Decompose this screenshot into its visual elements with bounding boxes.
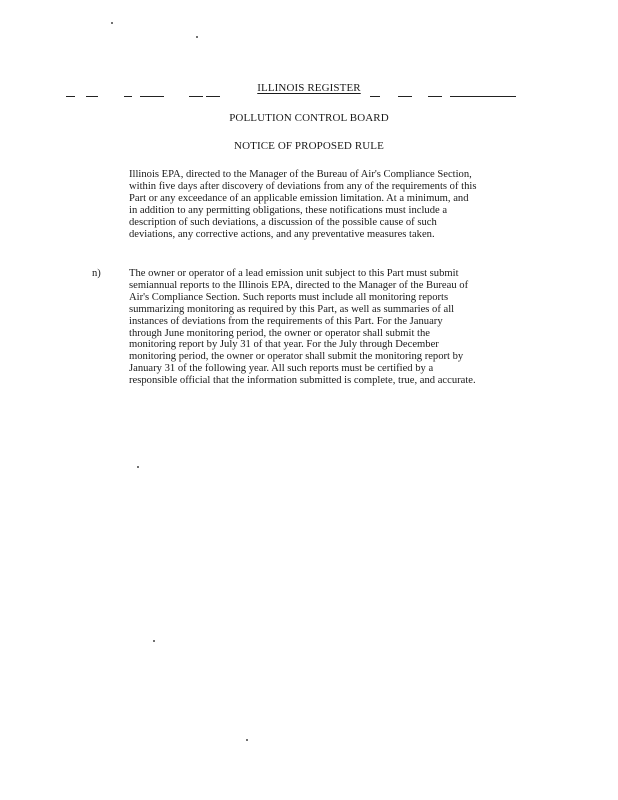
- text-line: description of such deviations, a discussion of the possible cause of such: [129, 216, 437, 228]
- register-title-text: ILLINOIS REGISTER: [257, 82, 361, 94]
- header-rule-fragment: [206, 96, 220, 97]
- text-line: The owner or operator of a lead emission unit subject to this Part must submit: [129, 268, 459, 279]
- text-line: within five days after discovery of deviations from any of the requirements of this: [129, 180, 477, 192]
- scan-speck: [196, 36, 198, 38]
- text-line: monitoring period, the owner or operator shall submit the monitoring report by: [129, 351, 464, 363]
- text-line: responsible official that the information submitted is complete, true, and accurate.: [129, 375, 476, 387]
- header-rule-fragment: [86, 96, 98, 97]
- text-line: Part or any exceedance of an applicable emission limitation. At a minimum, and: [129, 192, 469, 204]
- header-rule-fragment: [428, 96, 442, 97]
- scan-speck: [137, 466, 139, 468]
- text-line: through June monitoring period, the owner or operator shall submit the: [129, 327, 430, 339]
- text-line: instances of deviations from the requirements of this Part. For the January: [129, 315, 443, 327]
- agency-heading-text: POLLUTION CONTROL BOARD: [229, 112, 389, 124]
- text-line: Air's Compliance Section. Such reports must include all monitoring reports: [129, 291, 449, 303]
- header-rule-fragment: [398, 96, 412, 97]
- register-title: [0, 82, 618, 94]
- text-line: deviations, any corrective actions, and any preventative measures taken.: [129, 228, 435, 240]
- text-line: summarizing monitoring as required by this Part, as well as summaries of all: [129, 303, 455, 315]
- header-rule-fragment: [66, 96, 75, 97]
- scan-speck: [153, 640, 155, 642]
- scan-speck: [111, 22, 113, 24]
- paragraph-continuation: [129, 169, 476, 240]
- header-rule-fragment: [450, 96, 516, 97]
- text-line: in addition to any permitting obligations, these notifications must include a: [129, 204, 448, 216]
- subsection-n-paragraph: [129, 268, 476, 387]
- notice-heading-text: NOTICE OF PROPOSED RULE: [234, 140, 384, 152]
- notice-heading: [0, 140, 618, 152]
- header-rule-fragment: [370, 96, 380, 97]
- text-line: semiannual reports to the Illinois EPA, directed to the Manager of the Bureau of: [129, 279, 469, 291]
- text-line: Illinois EPA, directed to the Manager of the Bureau of Air's Compliance Section,: [129, 169, 472, 180]
- subsection-label: n): [92, 268, 101, 279]
- header-rule-fragment: [189, 96, 203, 97]
- agency-heading: [0, 112, 618, 124]
- text-line: monitoring report by July 31 of that year. For the July through December: [129, 339, 439, 351]
- scan-speck: [246, 739, 248, 741]
- header-rule-fragment: [140, 96, 164, 97]
- text-line: January 31 of the following year. All such reports must be certified by a: [129, 363, 434, 375]
- header-rule-fragment: [124, 96, 132, 97]
